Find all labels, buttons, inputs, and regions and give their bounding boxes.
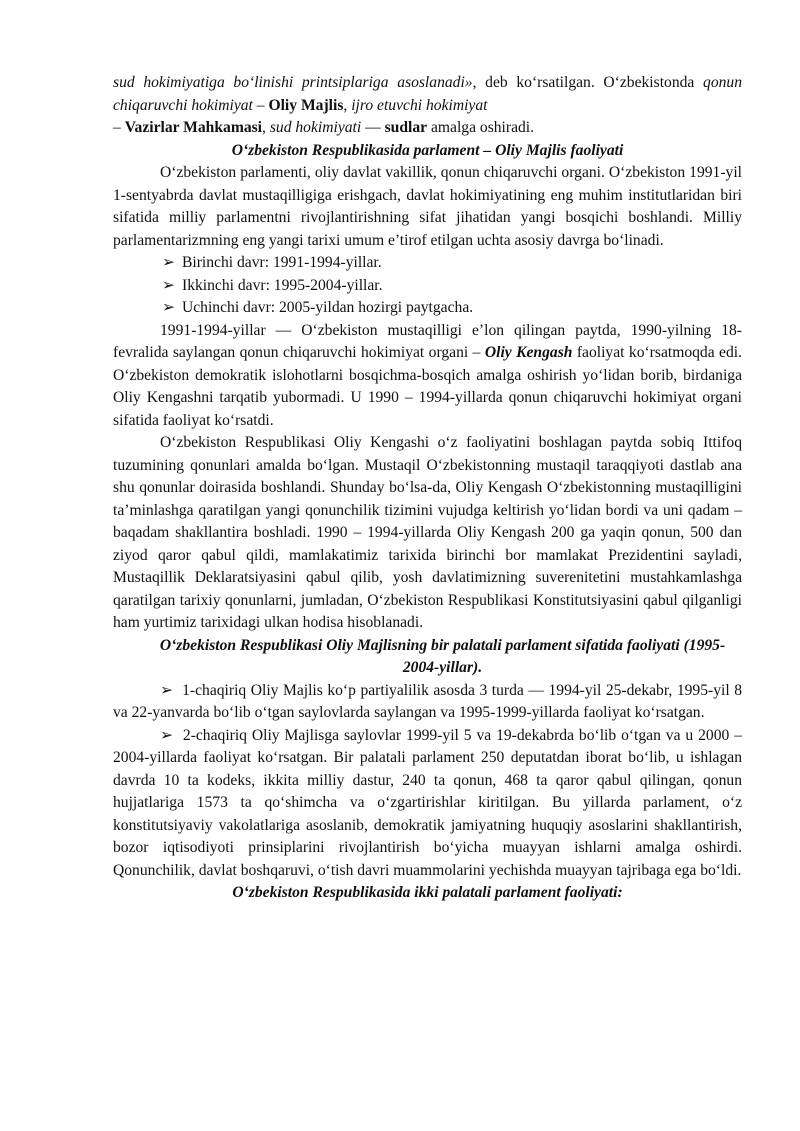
text-bold: Vazirlar Mahkamasi [124, 119, 263, 136]
text: 2-chaqiriq Oliy Majlisga saylovlar 1999-yil 5 va 19-dekabrda bo‘lib o‘tgan va u 2000 – 2004-yillarda faoliyat ko‘rsatgan. Bir palatali parlament 250 deputatdan iborat bo‘lib, u ishlagan davrda 10 ta kodeks, ikkita milliy dastur, 240 ta qonun, 468 ta qaror qabul qilingan, qonun hujjatlariga 1573 ta qo‘shimcha va o‘zgartirishlar kiritilgan. Bu yillarda parlament, o‘z konstitutsiyaviy vakolatlariga asoslanib, demokratik jamiyatning huquqiy asoslarini shakllantirish, bozor iqtisodiyoti prinsiplarini rivojlantirish bo‘yicha muayyan ishlarni amalga oshirdi. Qonunchilik, davlat boshqaruvi, o‘tish davri muammolarini yechishda muayyan tajribaga ega bo‘ldi. [113, 726, 743, 879]
list-item [113, 252, 742, 275]
arrow-bullet-icon: ➢ [162, 254, 176, 271]
text-italic: qonun chiqaruvchi hokimiyat [113, 74, 743, 114]
text: amalga oshiradi. [427, 119, 535, 136]
text: , [262, 119, 270, 136]
paragraph-oliy-kengash: O‘zbekiston Respublikasi Oliy Kengashi o‘z faoliyatini boshlagan paytda sobiq Ittifoq tuzumining qonunlari amalda bo‘lgan. Mustaqil O‘zbekistonning mustaqil taraqqiyoti dastlab ana shu qonunlar doirasida boshlandi. Shunday bo‘lsa-da, Oliy Kengash O‘zbekistonning mustaqilligini ta’minlashga qaratilgan yangi qonunchilik tizimini vujudga keltirish yo‘lidan bordi va uni qadam – baqadam shakllantira boshladi. 1990 – 1994-yillarda Oliy Kengash 200 ga yaqin qonun, 500 dan ziyod qaror qabul qildi, mamlakatimiz tarixida birinchi bor mamlakat Prezidentini sayladi, Mustaqillik Deklaratsiyasini qabul qilib, yosh davlatimizning suverenitetini mustahkamlashga qaratilgan tarixiy qonunlarni, jumladan, O‘zbekiston Respublikasi Konstitutsiyasini qabul qilganligi ham yurtimiz tarixidagi ulkan hodisa hisoblanadi. [113, 434, 742, 631]
list-item [113, 297, 742, 320]
text: , [343, 96, 352, 114]
arrow-bullet-icon: ➢ [162, 299, 176, 316]
text-italic: ijro etuvchi hokimiyat [351, 96, 488, 114]
list-item-label: Uchinchi davr: 2005-yildan hozirgi paytgacha. [182, 299, 474, 316]
arrow-bullet-icon: ➢ [160, 726, 174, 744]
text-italic: sud hokimiyatiga bo‘linishi printsiplariga asoslanadi» [113, 74, 473, 91]
arrow-bullet-icon: ➢ [160, 681, 174, 699]
paragraph-second-convocation [113, 725, 742, 883]
paragraph-1991-1994 [113, 320, 742, 433]
text-bold: Oliy Majlis [268, 96, 344, 114]
document-page [113, 72, 742, 905]
text-bold: sudlar [384, 119, 428, 136]
section-heading-unicameral: O‘zbekiston Respublikasi Oliy Majlisning bir palatali parlament sifatida faoliyati (1995-2004-yillar). [159, 636, 726, 676]
paragraph-first-convocation [113, 680, 742, 725]
text: faoliyat ko‘rsatmoqda edi. O‘zbekiston demokratik islohotlarni bosqichma-bosqich amalga oshirish yo‘lidan borib, birdaniga Oliy Kengashni tarqatib yubormadi. U 1990 – 1994-yillarda qonun chiqaruvchi hokimiyat organi sifatida faoliyat ko‘rsatdi. [113, 344, 742, 429]
list-item-label: Birinchi davr: 1991-1994-yillar. [182, 254, 382, 271]
text: — [361, 119, 385, 136]
section-heading-bicameral: O‘zbekiston Respublikasida ikki palatali parlament faoliyati: [232, 884, 623, 901]
intro-paragraph [113, 72, 742, 140]
section-heading-parliament: O‘zbekiston Respublikasida parlament – Oliy Majlis faoliyati [231, 141, 624, 159]
arrow-bullet-icon: ➢ [162, 276, 176, 294]
text: – [113, 119, 125, 136]
periods-list [113, 252, 742, 320]
text: 1-chaqiriq Oliy Majlis ko‘p partiyalilik asosda 3 turda — 1994-yil 25-dekabr, 1995-yil 8 va 22-yanvarda bo‘lib o‘tgan saylovlarda saylangan va 1995-1999-yillarda faoliyat ko‘rsatgan. [113, 681, 742, 721]
list-item [113, 275, 742, 298]
text-italic: sud hokimiyati [269, 119, 362, 136]
text-bold-italic: Oliy Kengash [484, 344, 573, 361]
text: , deb ko‘rsatilgan. O‘zbekistonda [472, 74, 704, 91]
paragraph-parliament-overview: O‘zbekiston parlamenti, oliy davlat vakillik, qonun chiqaruvchi organi. O‘zbekiston 1991-yil 1-sentyabrda davlat mustaqilligiga erishgach, davlat hokimiyatining eng muhim institutlaridan biri sifatida milliy parlamentni rivojlantirishning sifat jihatidan yangi bosqichi boshlandi. Milliy parlamentarizmning eng yangi tarixi umum e’tirof etilgan uchta asosiy davrga bo‘linadi. [113, 164, 742, 249]
text: 1991-1994-yillar — O‘zbekiston mustaqilligi e’lon qilingan paytda, 1990-yilning 18-fevralida saylangan qonun chiqaruvchi hokimiyat organi – [113, 321, 742, 361]
text: – [252, 96, 269, 114]
list-item-label: Ikkinchi davr: 1995-2004-yillar. [182, 276, 383, 294]
